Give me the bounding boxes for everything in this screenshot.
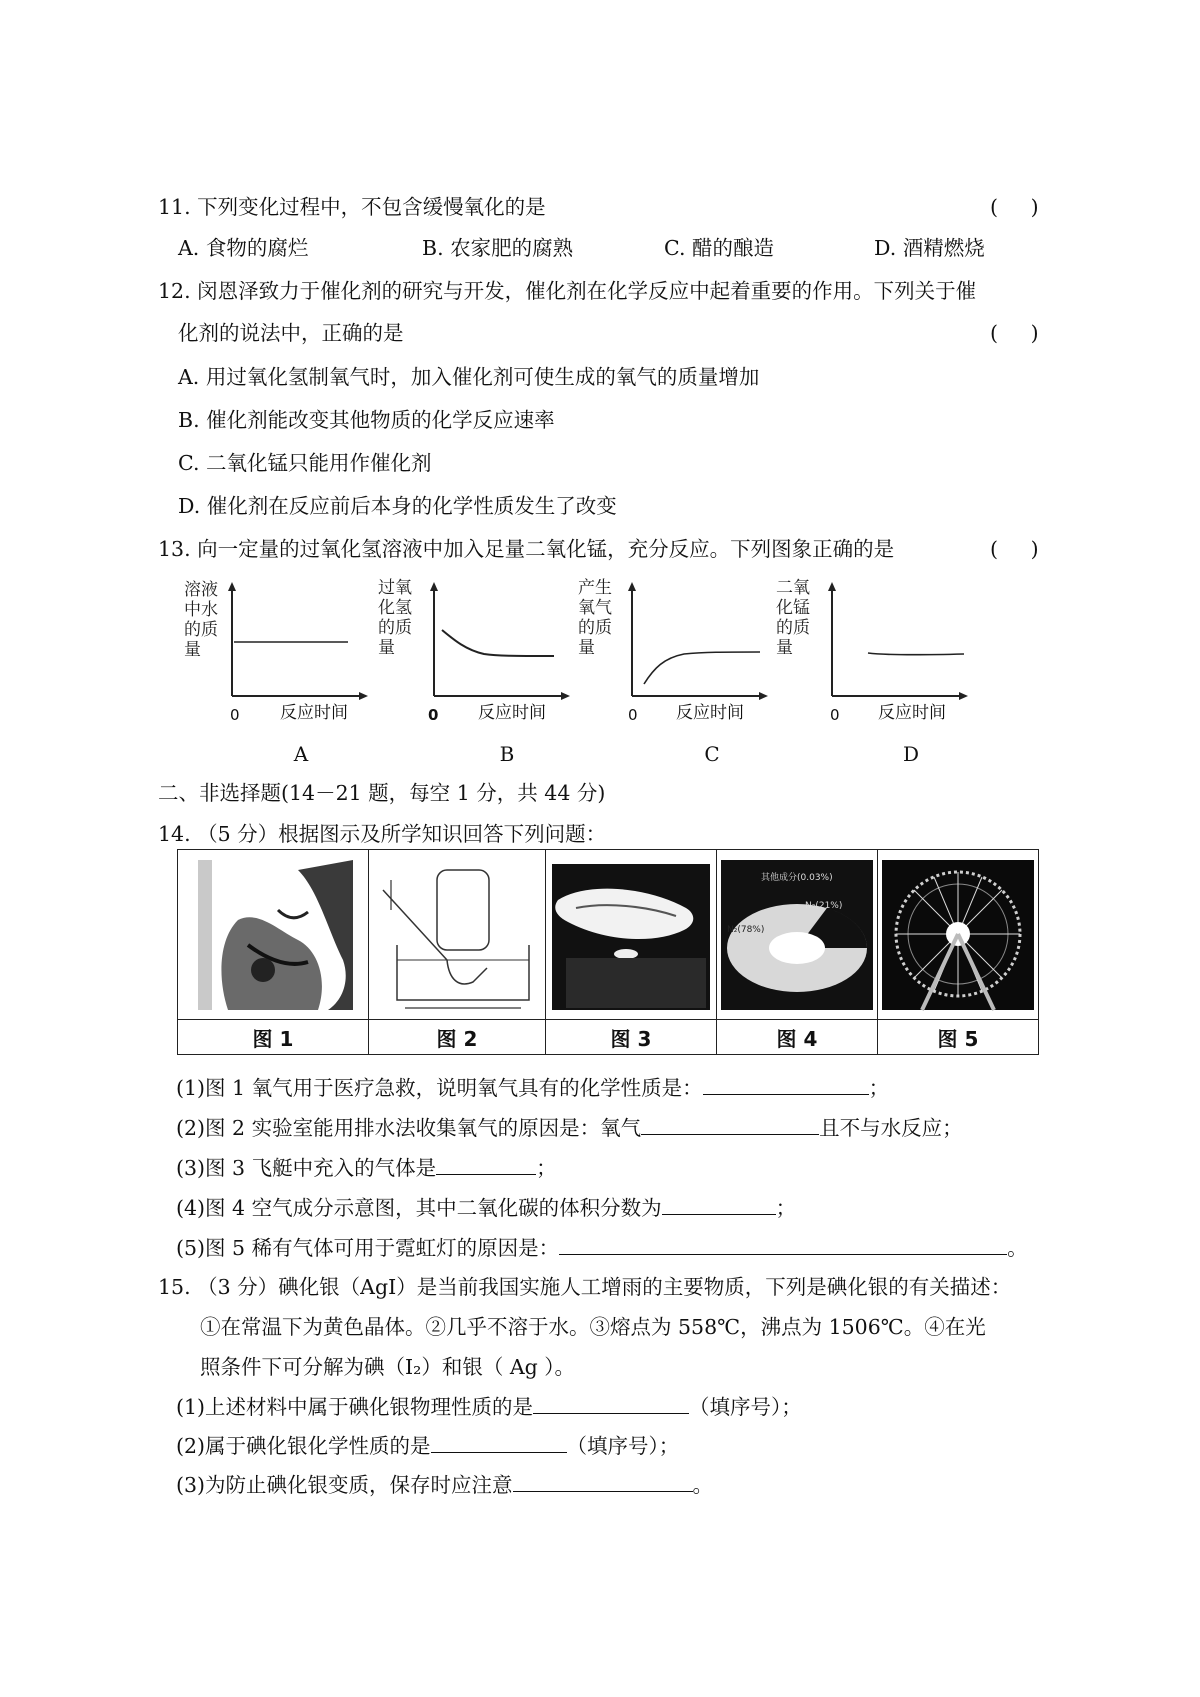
q14-stem: 14. （5 分）根据图示及所学知识回答下列问题： — [158, 822, 607, 846]
graph-d-plot — [824, 582, 964, 692]
graph-d-caption: D — [902, 742, 920, 766]
graph-a-caption: A — [293, 742, 309, 766]
q11-option-c[interactable]: C. 醋的酿造 — [664, 236, 774, 260]
q15-sub2-text: (2)属于碘化银化学性质的是 — [176, 1434, 431, 1458]
graph-b[interactable] — [426, 582, 566, 696]
graph-d-ylabel: 二氧 化锰 的质 量 — [776, 578, 810, 658]
graph-c-ylabel: 产生 氧气 的质 量 — [578, 578, 612, 658]
graph-d-xlabel: 反应时间 — [878, 703, 946, 723]
figure-5-label: 图 5 — [878, 1020, 1039, 1055]
graph-d-curve — [868, 653, 964, 655]
graph-c-caption: C — [704, 742, 720, 766]
graph-b-plot — [426, 582, 566, 692]
q14-sub3-post: ； — [536, 1156, 557, 1180]
q14-sub1-post: ； — [868, 1076, 890, 1100]
graph-c[interactable] — [624, 582, 764, 696]
q12-option-b[interactable]: B. 催化剂能改变其他物质的化学反应速率 — [178, 408, 555, 432]
q14-sub3-text: (3)图 3 飞艇中充入的气体是 — [176, 1156, 437, 1180]
q15-sub3-text: (3)为防止碘化银变质，保存时应注意 — [176, 1473, 513, 1497]
q14-sub1-blank[interactable] — [703, 1074, 869, 1095]
air-composition-pie — [717, 850, 877, 1019]
q15-sub1-blank[interactable] — [533, 1393, 689, 1414]
graph-c-curve — [644, 652, 760, 684]
figure-4-image — [717, 850, 877, 1019]
graph-b-caption: B — [499, 742, 515, 766]
graph-a-xlabel: 反应时间 — [280, 703, 348, 723]
figure-4-cell — [717, 850, 878, 1020]
graph-a-origin: 0 — [230, 706, 240, 724]
q15-stem-line2: ①在常温下为黄色晶体。②几乎不溶于水。③熔点为 558℃，沸点为 1506℃。④在光 — [200, 1315, 986, 1339]
q14-sub1 — [176, 1074, 889, 1101]
graph-c-xlabel: 反应时间 — [676, 703, 744, 723]
q15-sub3-post: 。 — [692, 1473, 714, 1497]
q15-sub3 — [176, 1471, 713, 1498]
q11-stem: 11. 下列变化过程中，不包含缓慢氧化的是 — [158, 195, 546, 219]
figure-5-image — [878, 850, 1038, 1019]
q14-sub4-post: ； — [775, 1196, 797, 1220]
graph-a-y-arrow — [228, 582, 236, 591]
q15-sub3-blank[interactable] — [513, 1471, 693, 1492]
figure-1-image — [178, 850, 368, 1019]
q15-sub1 — [176, 1393, 802, 1420]
graph-b-curve — [442, 630, 554, 656]
graph-c-origin: 0 — [628, 706, 638, 724]
graph-b-ylabel: 过氧 化氢 的质 量 — [378, 578, 412, 658]
q14-sub5-post: 。 — [1007, 1236, 1028, 1260]
figure-5-cell — [878, 850, 1039, 1020]
figure-3-image — [546, 850, 716, 1019]
q13-answer-paren[interactable]: ( ) — [990, 537, 1039, 561]
figure-2-label: 图 2 — [369, 1020, 546, 1055]
airship-illustration — [546, 850, 716, 1019]
q14-sub4-blank[interactable] — [662, 1194, 776, 1215]
q14-sub2 — [176, 1114, 963, 1141]
fig4-label-n2: N₂(78%) — [727, 925, 765, 935]
q14-figure-table — [177, 849, 1039, 1055]
q15-sub1-text: (1)上述材料中属于碘化银物理性质的是 — [176, 1395, 534, 1419]
graph-d[interactable] — [824, 582, 964, 696]
q15-stem-line3: 照条件下可分解为碘（I₂）和银（ Ag ）。 — [200, 1355, 576, 1379]
graph-d-x-arrow — [959, 692, 968, 700]
q15-stem-line1: 15. （3 分）碘化银（AgI）是当前我国实施人工增雨的主要物质，下列是碘化银的有关描述： — [158, 1275, 1012, 1299]
graph-b-x-arrow — [561, 692, 570, 700]
oxygen-mask-illustration — [178, 850, 368, 1019]
figure-1-cell — [178, 850, 369, 1020]
graph-d-origin: 0 — [830, 706, 840, 724]
graph-c-x-arrow — [759, 692, 768, 700]
graph-a-x-arrow — [359, 692, 368, 700]
graph-a-ylabel: 溶液 中水 的质 量 — [184, 580, 218, 660]
water-collection-apparatus — [369, 850, 545, 1019]
figure-3-label: 图 3 — [546, 1020, 717, 1055]
q14-sub5-text: (5)图 5 稀有气体可用于霓虹灯的原因是： — [176, 1236, 560, 1260]
q12-stem-line2: 化剂的说法中，正确的是 — [178, 321, 404, 345]
fig4-label-o2: N₂(21%) — [805, 901, 843, 911]
q15-sub2 — [176, 1432, 679, 1459]
q15-sub1-post: （填序号）； — [689, 1395, 802, 1419]
graph-d-y-arrow — [828, 582, 836, 591]
figure-3-cell — [546, 850, 717, 1020]
q11-option-d[interactable]: D. 酒精燃烧 — [874, 236, 985, 260]
q11-option-b[interactable]: B. 农家肥的腐熟 — [422, 236, 574, 260]
figure-2-image — [369, 850, 545, 1019]
q15-sub2-post: （填序号）； — [566, 1434, 680, 1458]
graph-b-y-arrow — [430, 582, 438, 591]
q12-stem-line1: 12. 闵恩泽致力于催化剂的研究与开发，催化剂在化学反应中起着重要的作用。下列关于催 — [158, 279, 977, 303]
q14-sub4-text: (4)图 4 空气成分示意图，其中二氧化碳的体积分数为 — [176, 1196, 662, 1220]
ferris-wheel-neon — [878, 850, 1038, 1019]
fig4-label-other: 其他成分(0.03%) — [761, 873, 833, 883]
q11-answer-paren[interactable]: ( ) — [990, 195, 1039, 219]
graph-c-y-arrow — [628, 582, 636, 591]
q14-sub2-post: 且不与水反应； — [819, 1116, 963, 1140]
q14-sub4 — [176, 1194, 796, 1221]
section-2-title: 二、非选择题(14－21 题，每空 1 分，共 44 分) — [158, 781, 606, 805]
q13-stem: 13. 向一定量的过氧化氢溶液中加入足量二氧化锰，充分反应。下列图象正确的是 — [158, 537, 895, 561]
q14-sub2-text: (2)图 2 实验室能用排水法收集氧气的原因是：氧气 — [176, 1116, 642, 1140]
q12-answer-paren[interactable]: ( ) — [990, 321, 1039, 345]
q12-option-c[interactable]: C. 二氧化锰只能用作催化剂 — [178, 451, 432, 475]
graph-b-origin: 0 — [428, 706, 439, 724]
q14-sub3-blank[interactable] — [436, 1154, 536, 1175]
graph-a[interactable] — [224, 582, 364, 696]
q15-sub2-blank[interactable] — [431, 1432, 567, 1453]
q12-option-d[interactable]: D. 催化剂在反应前后本身的化学性质发生了改变 — [178, 494, 617, 518]
graph-c-plot — [624, 582, 764, 692]
q14-sub5 — [176, 1234, 1028, 1261]
figure-4-label: 图 4 — [717, 1020, 878, 1055]
q14-sub1-text: (1)图 1 氧气用于医疗急救，说明氧气具有的化学性质是： — [176, 1076, 703, 1100]
q12-option-a[interactable]: A. 用过氧化氢制氧气时，加入催化剂可使生成的氧气的质量增加 — [178, 365, 760, 389]
graph-b-xlabel: 反应时间 — [478, 703, 546, 723]
q14-sub2-blank[interactable] — [641, 1114, 819, 1135]
graph-a-plot — [224, 582, 364, 692]
q14-sub3 — [176, 1154, 557, 1181]
q14-sub5-blank[interactable] — [559, 1234, 1007, 1255]
figure-2-cell — [369, 850, 546, 1020]
q11-option-a[interactable]: A. 食物的腐烂 — [178, 236, 309, 260]
figure-1-label: 图 1 — [178, 1020, 369, 1055]
